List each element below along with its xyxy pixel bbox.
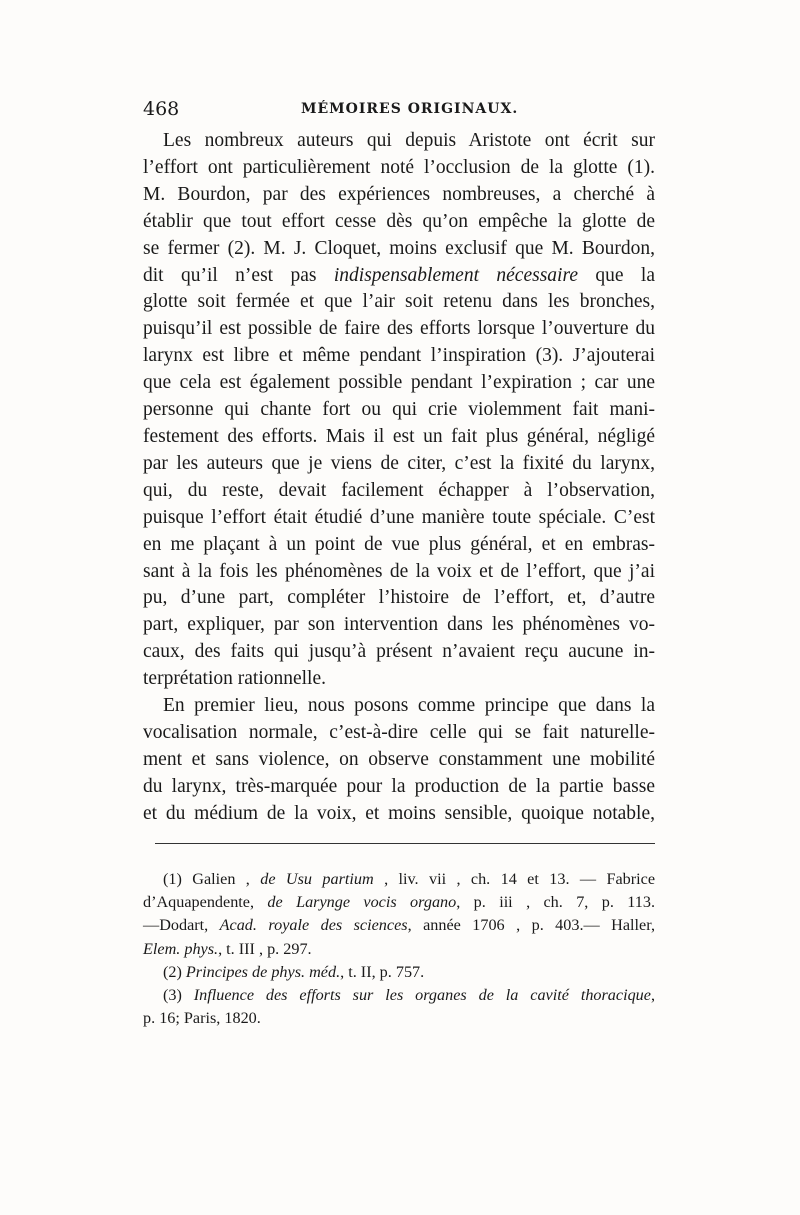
footnote-italic: Influence des efforts sur les organes de la cavité thoracique <box>193 986 651 1005</box>
footnote-italic: Principes de phys. méd. <box>185 962 341 981</box>
text-line: l’effort ont particulièrement noté l’occlusion de la glotte (1). <box>143 156 655 178</box>
footnote-text: , liv. vii , ch. 14 et 13. — Fabrice <box>373 870 655 888</box>
footnote-text: , année 1706 , p. 403.— Haller, <box>407 916 655 935</box>
text-line: que cela est également possible pendant l’expiration ; car une <box>143 372 655 394</box>
footnote-text: (2) <box>163 962 186 981</box>
footnote-italic: Acad. royale des sciences <box>219 916 408 935</box>
footnote-2-line <box>143 961 655 984</box>
text-line: larynx est libre et même pendant l’inspiration (3). J’ajouterai <box>143 345 655 367</box>
text-line: pu, d’une part, compléter l’histoire de l’effort, et, d’autre <box>143 587 655 609</box>
emphasis-text: indispensablement nécessaire <box>333 264 578 286</box>
page-header <box>143 98 655 122</box>
footnote-text: , <box>650 986 656 1005</box>
text-line: terprétation rationnelle. <box>143 668 327 690</box>
footnote-text: —Dodart, <box>143 916 220 935</box>
footnote-1-line <box>143 868 655 891</box>
text-line: En premier lieu, nous posons comme principe que dans la <box>163 695 655 717</box>
text-line: Les nombreux auteurs qui depuis Aristote ont écrit sur <box>163 130 655 151</box>
text-fragment: que la <box>577 264 655 286</box>
page-number: 468 <box>143 98 180 120</box>
text-line: puisque l’effort était étudié d’une manière toute spéciale. C’est <box>143 506 655 528</box>
footnote-text: , t. II, p. 757. <box>340 962 425 981</box>
text-line: en me plaçant à un point de vue plus général, et en embras- <box>143 533 655 555</box>
text-line: puisqu’il est possible de faire des efforts lorsque l’ouverture du <box>143 318 655 340</box>
running-title: MÉMOIRES ORIGINAUX. <box>301 101 519 117</box>
text-fragment: dit qu’il n’est pas <box>143 264 334 286</box>
body-text <box>143 128 655 828</box>
footnote-text: d’Aquapendente, <box>143 893 268 912</box>
text-line: se fermer (2). M. J. Cloquet, moins exclusif que M. Bourdon, <box>143 237 655 259</box>
text-line: établir que tout effort cesse dès qu’on empêche la glotte de <box>143 210 655 232</box>
text-line: par les auteurs que je viens de citer, c’est la fixité du larynx, <box>143 452 655 474</box>
footnote-1-line <box>143 938 655 961</box>
text-line: qui, du reste, devait facilement échapper à l’observation, <box>143 479 655 501</box>
footnote-divider <box>155 843 655 844</box>
text-line: festement des efforts. Mais il est un fait plus général, négligé <box>143 425 655 447</box>
footnote-text: (3) <box>163 986 194 1005</box>
footnotes <box>143 868 655 1030</box>
footnote-italic: de Larynge vocis organo <box>267 893 457 912</box>
text-line: ment et sans violence, on observe constamment une mobilité <box>143 748 655 770</box>
footnote-italic: Elem. phys. <box>143 939 219 958</box>
text-line: du larynx, très-marquée pour la production de la partie basse <box>143 775 655 797</box>
text-line: sant à la fois les phénomènes de la voix et de l’effort, que j’ai <box>143 560 655 582</box>
footnote-1-line <box>143 891 655 914</box>
footnote-text: (1) Galien , <box>163 870 261 888</box>
footnote-3-line <box>143 984 655 1007</box>
text-line <box>143 263 655 290</box>
text-line: vocalisation normale, c’est-à-dire celle qui se fait naturelle- <box>143 721 655 743</box>
text-line: M. Bourdon, par des expériences nombreuses, a cherché à <box>143 183 655 205</box>
footnote-1-line <box>143 914 655 937</box>
text-line: personne qui chante fort ou qui crie violemment fait mani- <box>143 399 655 421</box>
text-line: caux, des faits qui jusqu’à présent n’avaient reçu aucune in- <box>143 641 655 663</box>
footnote-3-line: p. 16; Paris, 1820. <box>143 1009 261 1028</box>
footnote-italic: de Usu partium <box>260 870 374 888</box>
text-line: part, expliquer, par son intervention dans les phénomènes vo- <box>143 614 655 636</box>
footnote-text: , t. III , p. 297. <box>218 939 312 958</box>
text-line: et du médium de la voix, et moins sensible, quoique notable, <box>143 802 655 824</box>
footnote-text: , p. iii , ch. 7, p. 113. <box>456 893 655 912</box>
text-line: glotte soit fermée et que l’air soit retenu dans les bronches, <box>143 291 655 313</box>
